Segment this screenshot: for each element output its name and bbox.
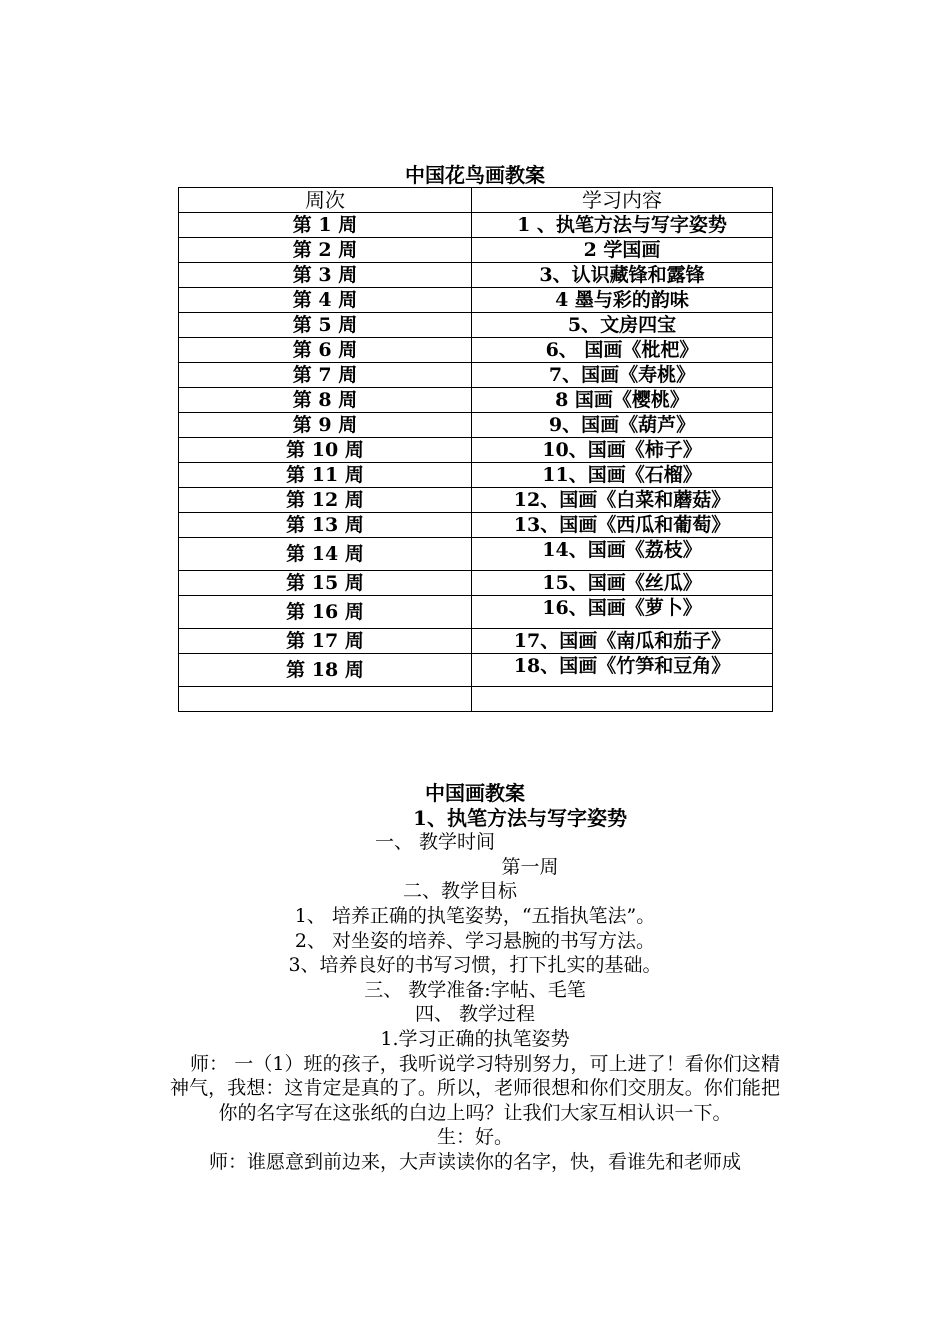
week-cell: 第 14 周	[179, 538, 472, 571]
week-cell: 第 13 周	[179, 513, 472, 538]
lesson-plan	[170, 781, 780, 1175]
content-cell-empty	[472, 687, 773, 712]
week-cell: 第 8 周	[179, 388, 472, 413]
content-cell: 4 墨与彩的韵味	[472, 288, 773, 313]
week-cell: 第 11 周	[179, 463, 472, 488]
section-process-heading: 四、 教学过程	[414, 1003, 536, 1026]
week-cell: 第 10 周	[179, 438, 472, 463]
table-row-empty	[179, 687, 773, 712]
header-week: 周次	[179, 188, 472, 213]
table-row	[179, 363, 773, 388]
content-cell: 9、国画《葫芦》	[472, 413, 773, 438]
week-cell: 第 17 周	[179, 629, 472, 654]
header-content: 学习内容	[472, 188, 773, 213]
week-cell: 第 4 周	[179, 288, 472, 313]
week-cell: 第 3 周	[179, 263, 472, 288]
table-row	[179, 263, 773, 288]
content-cell: 18、国画《竹笋和豆角》	[472, 654, 773, 687]
table-row	[179, 213, 773, 238]
table-row	[179, 596, 773, 629]
table-row	[179, 571, 773, 596]
goal-item-2: 2、 对坐姿的培养、学习悬腕的书写方法。	[294, 929, 656, 952]
table-row	[179, 238, 773, 263]
content-cell: 16、国画《萝卜》	[472, 596, 773, 629]
content-cell: 10、国画《柿子》	[472, 438, 773, 463]
table-row	[179, 513, 773, 538]
student-reply: 生：好。	[436, 1126, 513, 1149]
table-row	[179, 488, 773, 513]
content-cell: 8 国画《樱桃》	[472, 388, 773, 413]
table-row	[179, 338, 773, 363]
week-cell: 第 6 周	[179, 338, 472, 363]
lesson-title: 中国画教案	[425, 781, 525, 805]
week-cell: 第 2 周	[179, 238, 472, 263]
week-cell: 第 5 周	[179, 313, 472, 338]
table-row	[179, 313, 773, 338]
table-row	[179, 538, 773, 571]
teacher-paragraph-2: 师：谁愿意到前边来，大声读读你的名字，快，看谁先和老师成	[208, 1150, 741, 1173]
week-cell: 第 16 周	[179, 596, 472, 629]
schedule-table	[178, 187, 773, 712]
lesson-subtitle: 1、执笔方法与写字姿势	[413, 805, 627, 830]
content-cell: 6、 国画《枇杷》	[472, 338, 773, 363]
content-cell: 5、文房四宝	[472, 313, 773, 338]
content-cell: 13、国画《西瓜和葡萄》	[472, 513, 773, 538]
content-cell: 1 、执笔方法与写字姿势	[472, 213, 773, 238]
table-row	[179, 463, 773, 488]
teacher-paragraph-1: 师： 一（1）班的孩子，我听说学习特别努力，可上进了！看你们这精神气，我想：这肯定是真的了。所以，老师很想和你们交朋友。你们能把你的名字写在这张纸的白边上吗？让我们大家互相认识一下。	[170, 1052, 780, 1124]
content-cell: 14、国画《荔枝》	[472, 538, 773, 571]
table-row	[179, 388, 773, 413]
week-cell: 第 12 周	[179, 488, 472, 513]
goal-item-3: 3、培养良好的书写习惯，打下扎实的基础。	[288, 954, 662, 977]
content-cell: 11、国画《石榴》	[472, 463, 773, 488]
content-cell: 12、国画《白菜和蘑菇》	[472, 488, 773, 513]
week-cell-empty	[179, 687, 472, 712]
section-goal-heading: 二、教学目标	[402, 880, 517, 903]
goal-item-1: 1、 培养正确的执笔姿势，“五指执笔法”。	[294, 904, 656, 927]
schedule-title: 中国花鸟画教案	[405, 163, 545, 187]
week-cell: 第 15 周	[179, 571, 472, 596]
week-cell: 第 7 周	[179, 363, 472, 388]
table-row	[179, 438, 773, 463]
section-prep: 三、 教学准备:字帖、毛笔	[364, 978, 586, 1001]
table-header-row	[179, 188, 773, 213]
week-cell: 第 1 周	[179, 213, 472, 238]
process-step-1: 1.学习正确的执笔姿势	[380, 1027, 570, 1050]
table-row	[179, 654, 773, 687]
table-row	[179, 413, 773, 438]
table-row	[179, 288, 773, 313]
section-time-heading: 一、 教学时间	[374, 831, 496, 854]
content-cell: 3、认识藏锋和露锋	[472, 263, 773, 288]
content-cell: 15、国画《丝瓜》	[472, 571, 773, 596]
section-time-value: 第一周	[501, 855, 559, 878]
content-cell: 17、国画《南瓜和茄子》	[472, 629, 773, 654]
week-cell: 第 18 周	[179, 654, 472, 687]
week-cell: 第 9 周	[179, 413, 472, 438]
content-cell: 2 学国画	[472, 238, 773, 263]
table-row	[179, 629, 773, 654]
content-cell: 7、国画《寿桃》	[472, 363, 773, 388]
